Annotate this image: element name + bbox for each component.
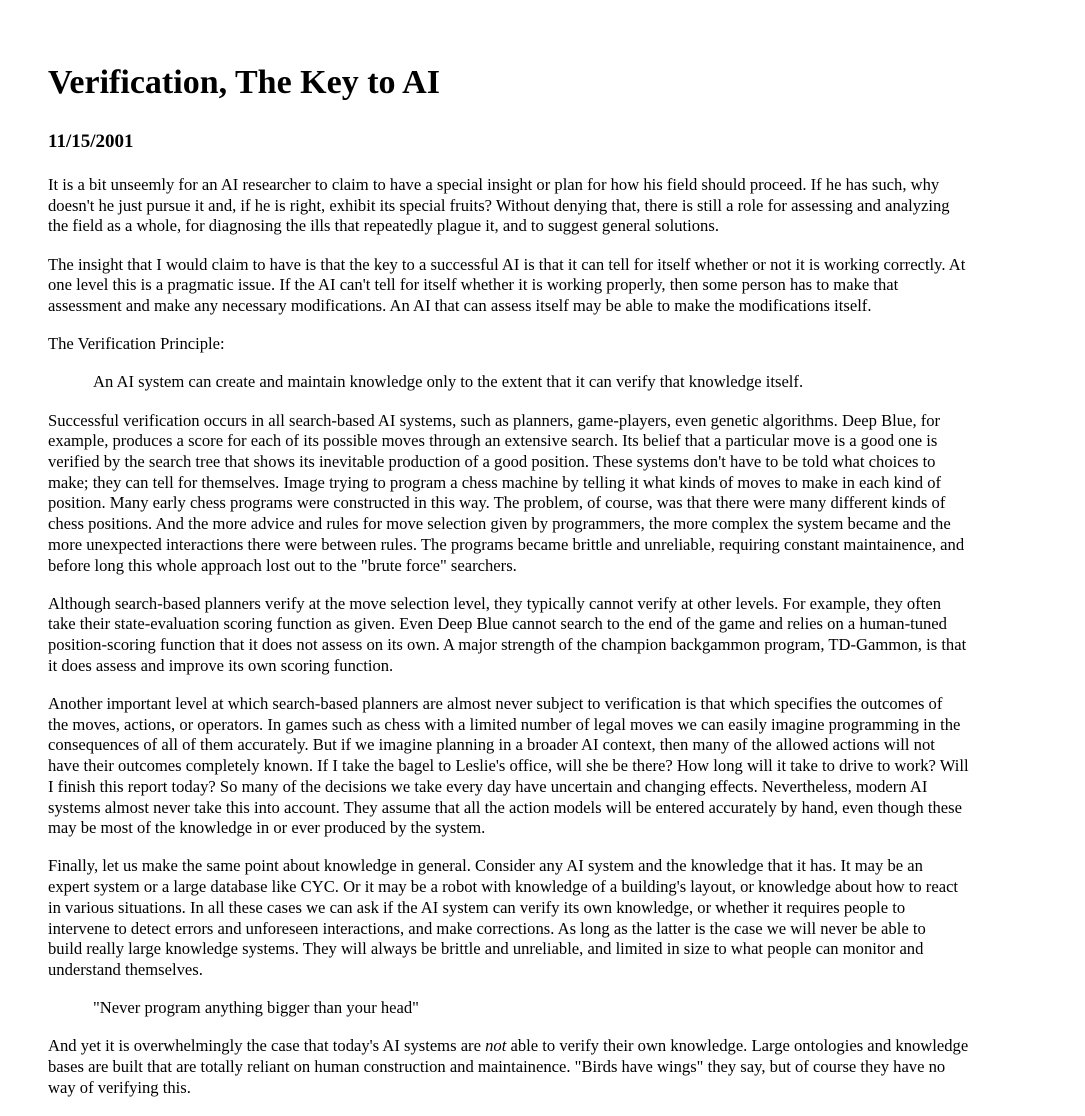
text-line: may be most of the knowledge in or ever produced by the system. [48, 818, 486, 838]
text-line: expert system or a large database like CYC. Or it may be a robot with knowledge of a building's layout, or knowledge about how to react [48, 877, 959, 897]
text-line: The Verification Principle: [48, 334, 225, 354]
text-line: example, produces a score for each of its possible moves through an extensive search. Its belief that a particular move is a good one is [48, 431, 938, 451]
paragraph [48, 411, 1048, 577]
text-line: one level this is a pragmatic issue. If the AI can't tell for itself whether it is working properly, then some person has to make that [48, 275, 899, 295]
text-line: Although search-based planners verify at the move selection level, they typically cannot verify at other levels. For example, they often [48, 593, 941, 613]
paragraph [48, 694, 1048, 839]
text-line: consequences of all of them accurately. But if we imagine planning in a broader AI context, then many of the allowed actions will not [48, 735, 935, 755]
text-segment: able to verify their own knowledge. Large ontologies and knowledge [506, 1036, 969, 1056]
page-title: Verification, The Key to AI [48, 64, 440, 101]
text-line: doesn't he just pursue it and, if he is right, exhibit its special fruits? Without denying that, there is still a role for assessing and analyzing [48, 195, 950, 215]
text-line: Successful verification occurs in all search-based AI systems, such as planners, game-players, even genetic algorithms. Deep Blue, for [48, 410, 941, 430]
paragraph [48, 856, 1048, 980]
paragraph [48, 255, 1048, 317]
text-line: position. Many early chess programs were constructed in this way. The problem, of course, was that there were many different kinds of [48, 493, 946, 513]
text-line: have their outcomes completely known. If I take the bagel to Leslie's office, will she be there? How long will it take to drive to work? Will [48, 756, 969, 776]
text-line: The insight that I would claim to have is that the key to a successful AI is that it can tell for itself whether or not it is working correctly. At [48, 254, 966, 274]
text-line: build really large knowledge systems. They will always be brittle and unreliable, and limited in size to what people can monitor and [48, 939, 924, 959]
text-line: assessment and make any necessary modifications. An AI that can assess itself may be able to make the modifications itself. [48, 296, 872, 316]
text-line: more unexpected interactions there were between rules. The programs became brittle and unreliable, requiring constant maintainence, and [48, 534, 965, 554]
text-segment: And yet it is overwhelmingly the case that today's AI systems are [48, 1036, 486, 1056]
text-line: it does assess and improve its own scoring function. [48, 655, 394, 675]
text-line: in various situations. In all these cases we can ask if the AI system can verify its own knowledge, or whether it requires people to [48, 897, 906, 917]
paragraph [48, 334, 1048, 355]
article-body [48, 175, 1048, 1116]
block-quote [48, 372, 1048, 393]
text-line: systems almost never take this into account. They assume that all the action models will be entered accurately by hand, even though these [48, 797, 962, 817]
text-line: Another important level at which search-based planners are almost never subject to verification is that which specifies the outcomes of [48, 694, 943, 714]
text-line: verified by the search tree that shows its inevitable production of a good position. These systems don't have to be told what choices to [48, 452, 936, 472]
text-line: the moves, actions, or operators. In games such as chess with a limited number of legal moves we can easily imagine programming in the [48, 714, 961, 734]
paragraph [48, 594, 1048, 677]
text-line: chess positions. And the more advice and rules for move selection given by programmers, the more complex the system became and the [48, 514, 951, 534]
paragraph [48, 175, 1048, 237]
text-line [48, 1036, 1048, 1057]
text-line: the field as a whole, for diagnosing the ills that repeatedly plague it, and to suggest general solutions. [48, 216, 719, 236]
emphasis: not [485, 1036, 507, 1056]
text-line: understand themselves. [48, 960, 203, 979]
text-line: way of verifying this. [48, 1077, 191, 1097]
text-line: An AI system can create and maintain knowledge only to the extent that it can verify that knowledge itself. [93, 372, 804, 392]
text-line: Finally, let us make the same point about knowledge in general. Consider any AI system and the knowledge that it has. It may be an [48, 856, 923, 876]
text-line: It is a bit unseemly for an AI researcher to claim to have a special insight or plan for how his field should proceed. If he has such, why [48, 175, 940, 194]
text-line: make; they can tell for themselves. Image trying to program a chess machine by telling it what kinds of moves to make in each kind of [48, 472, 942, 492]
text-line: I finish this report today? So many of the decisions we take every day have uncertain and changing effects. Nevertheless, modern AI [48, 776, 928, 796]
date: 11/15/2001 [48, 131, 134, 152]
text-line: take their state-evaluation scoring function as given. Even Deep Blue cannot search to the end of the game and relies on a human-tuned [48, 614, 947, 634]
text-line: bases are built that are totally reliant on human construction and maintainence. "Birds have wings" they say, but of course they have no [48, 1057, 946, 1077]
text-line: "Never program anything bigger than your head" [93, 998, 419, 1018]
text-line: position-scoring function that it does not assess on its own. A major strength of the champion backgammon program, TD-Gammon, is that [48, 635, 967, 655]
paragraph [48, 1036, 1048, 1098]
text-line: intervene to detect errors and unforeseen interactions, and make corrections. As long as the latter is the case we will never be able to [48, 918, 926, 938]
block-quote [48, 998, 1048, 1019]
text-line: before long this whole approach lost out to the "brute force" searchers. [48, 555, 517, 575]
